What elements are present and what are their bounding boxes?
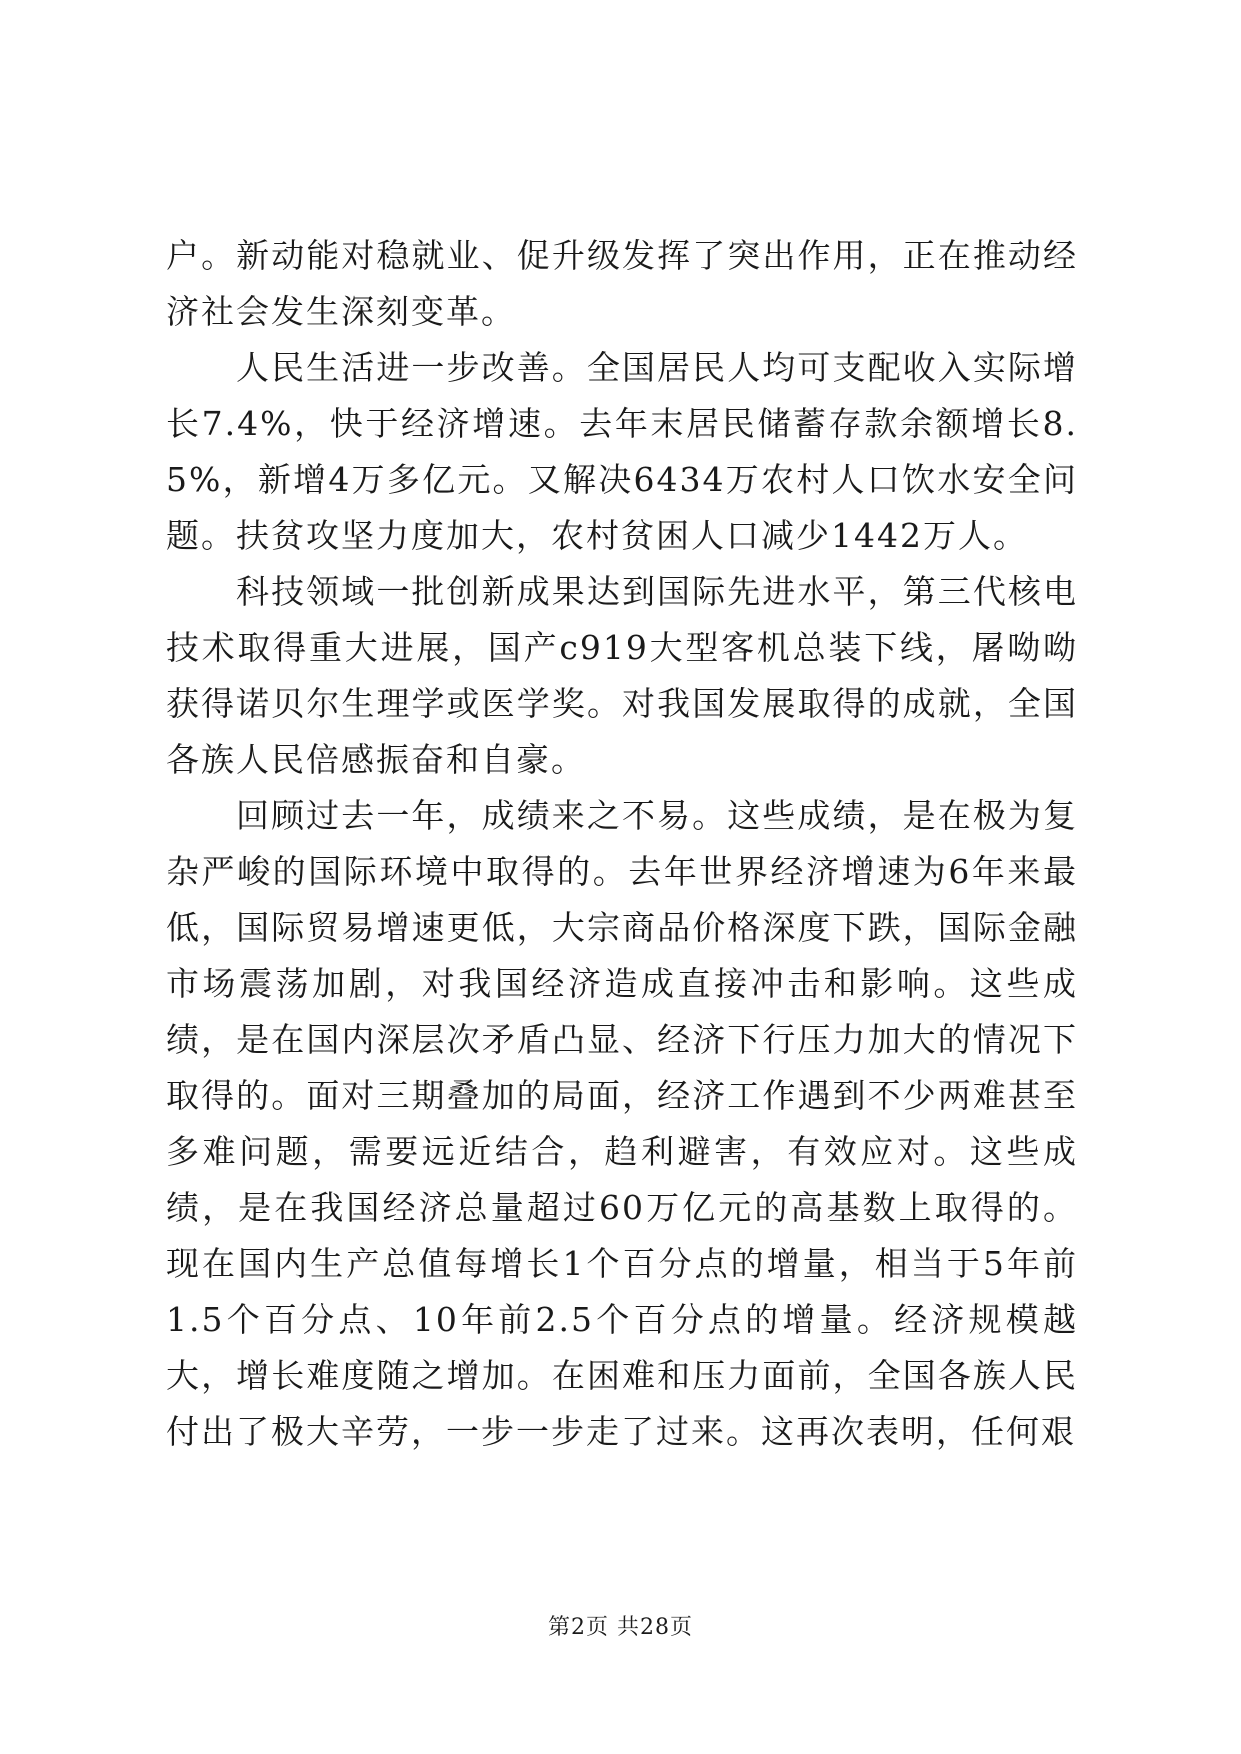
paragraph-review: 回顾过去一年，成绩来之不易。这些成绩，是在极为复杂严峻的国际环境中取得的。去年世界经济增速为6年来最低，国际贸易增速更低，大宗商品价格深度下跌，国际金融市场震荡加剧，对我国经济造成直接冲击和影响。这些成绩，是在国内深层次矛盾凸显、经济下行压力加大的情况下取得的。面对三期叠加的局面，经济工作遇到不少两难甚至多难问题，需要远近结合，趋利避害，有效应对。这些成绩，是在我国经济总量超过60万亿元的高基数上取得的。现在国内生产总值每增长1个百分点的增量，相当于5年前1.5个百分点、10年前2.5个百分点的增量。经济规模越大，增长难度随之增加。在困难和压力面前，全国各族人民付出了极大辛劳，一步一步走了过来。这再次表明，任何艰 — [166, 796, 1078, 1451]
page-number-footer: 第2页 共28页 — [548, 1615, 693, 1640]
document-body — [166, 228, 1078, 1460]
paragraph-living-standards: 人民生活进一步改善。全国居民人均可支配收入实际增长7.4%，快于经济增速。去年末居民储蓄存款余额增长8.5%，新增4万多亿元。又解决6434万农村人口饮水安全问题。扶贫攻坚力度加大，农村贫困人口减少1442万人。 — [166, 348, 1078, 555]
paragraph-continuation: 户。新动能对稳就业、促升级发挥了突出作用，正在推动经济社会发生深刻变革。 — [166, 236, 1078, 331]
paragraph-technology: 科技领域一批创新成果达到国际先进水平，第三代核电技术取得重大进展，国产c919大型客机总装下线，屠呦呦获得诺贝尔生理学或医学奖。对我国发展取得的成就，全国各族人民倍感振奋和自豪。 — [166, 572, 1078, 779]
